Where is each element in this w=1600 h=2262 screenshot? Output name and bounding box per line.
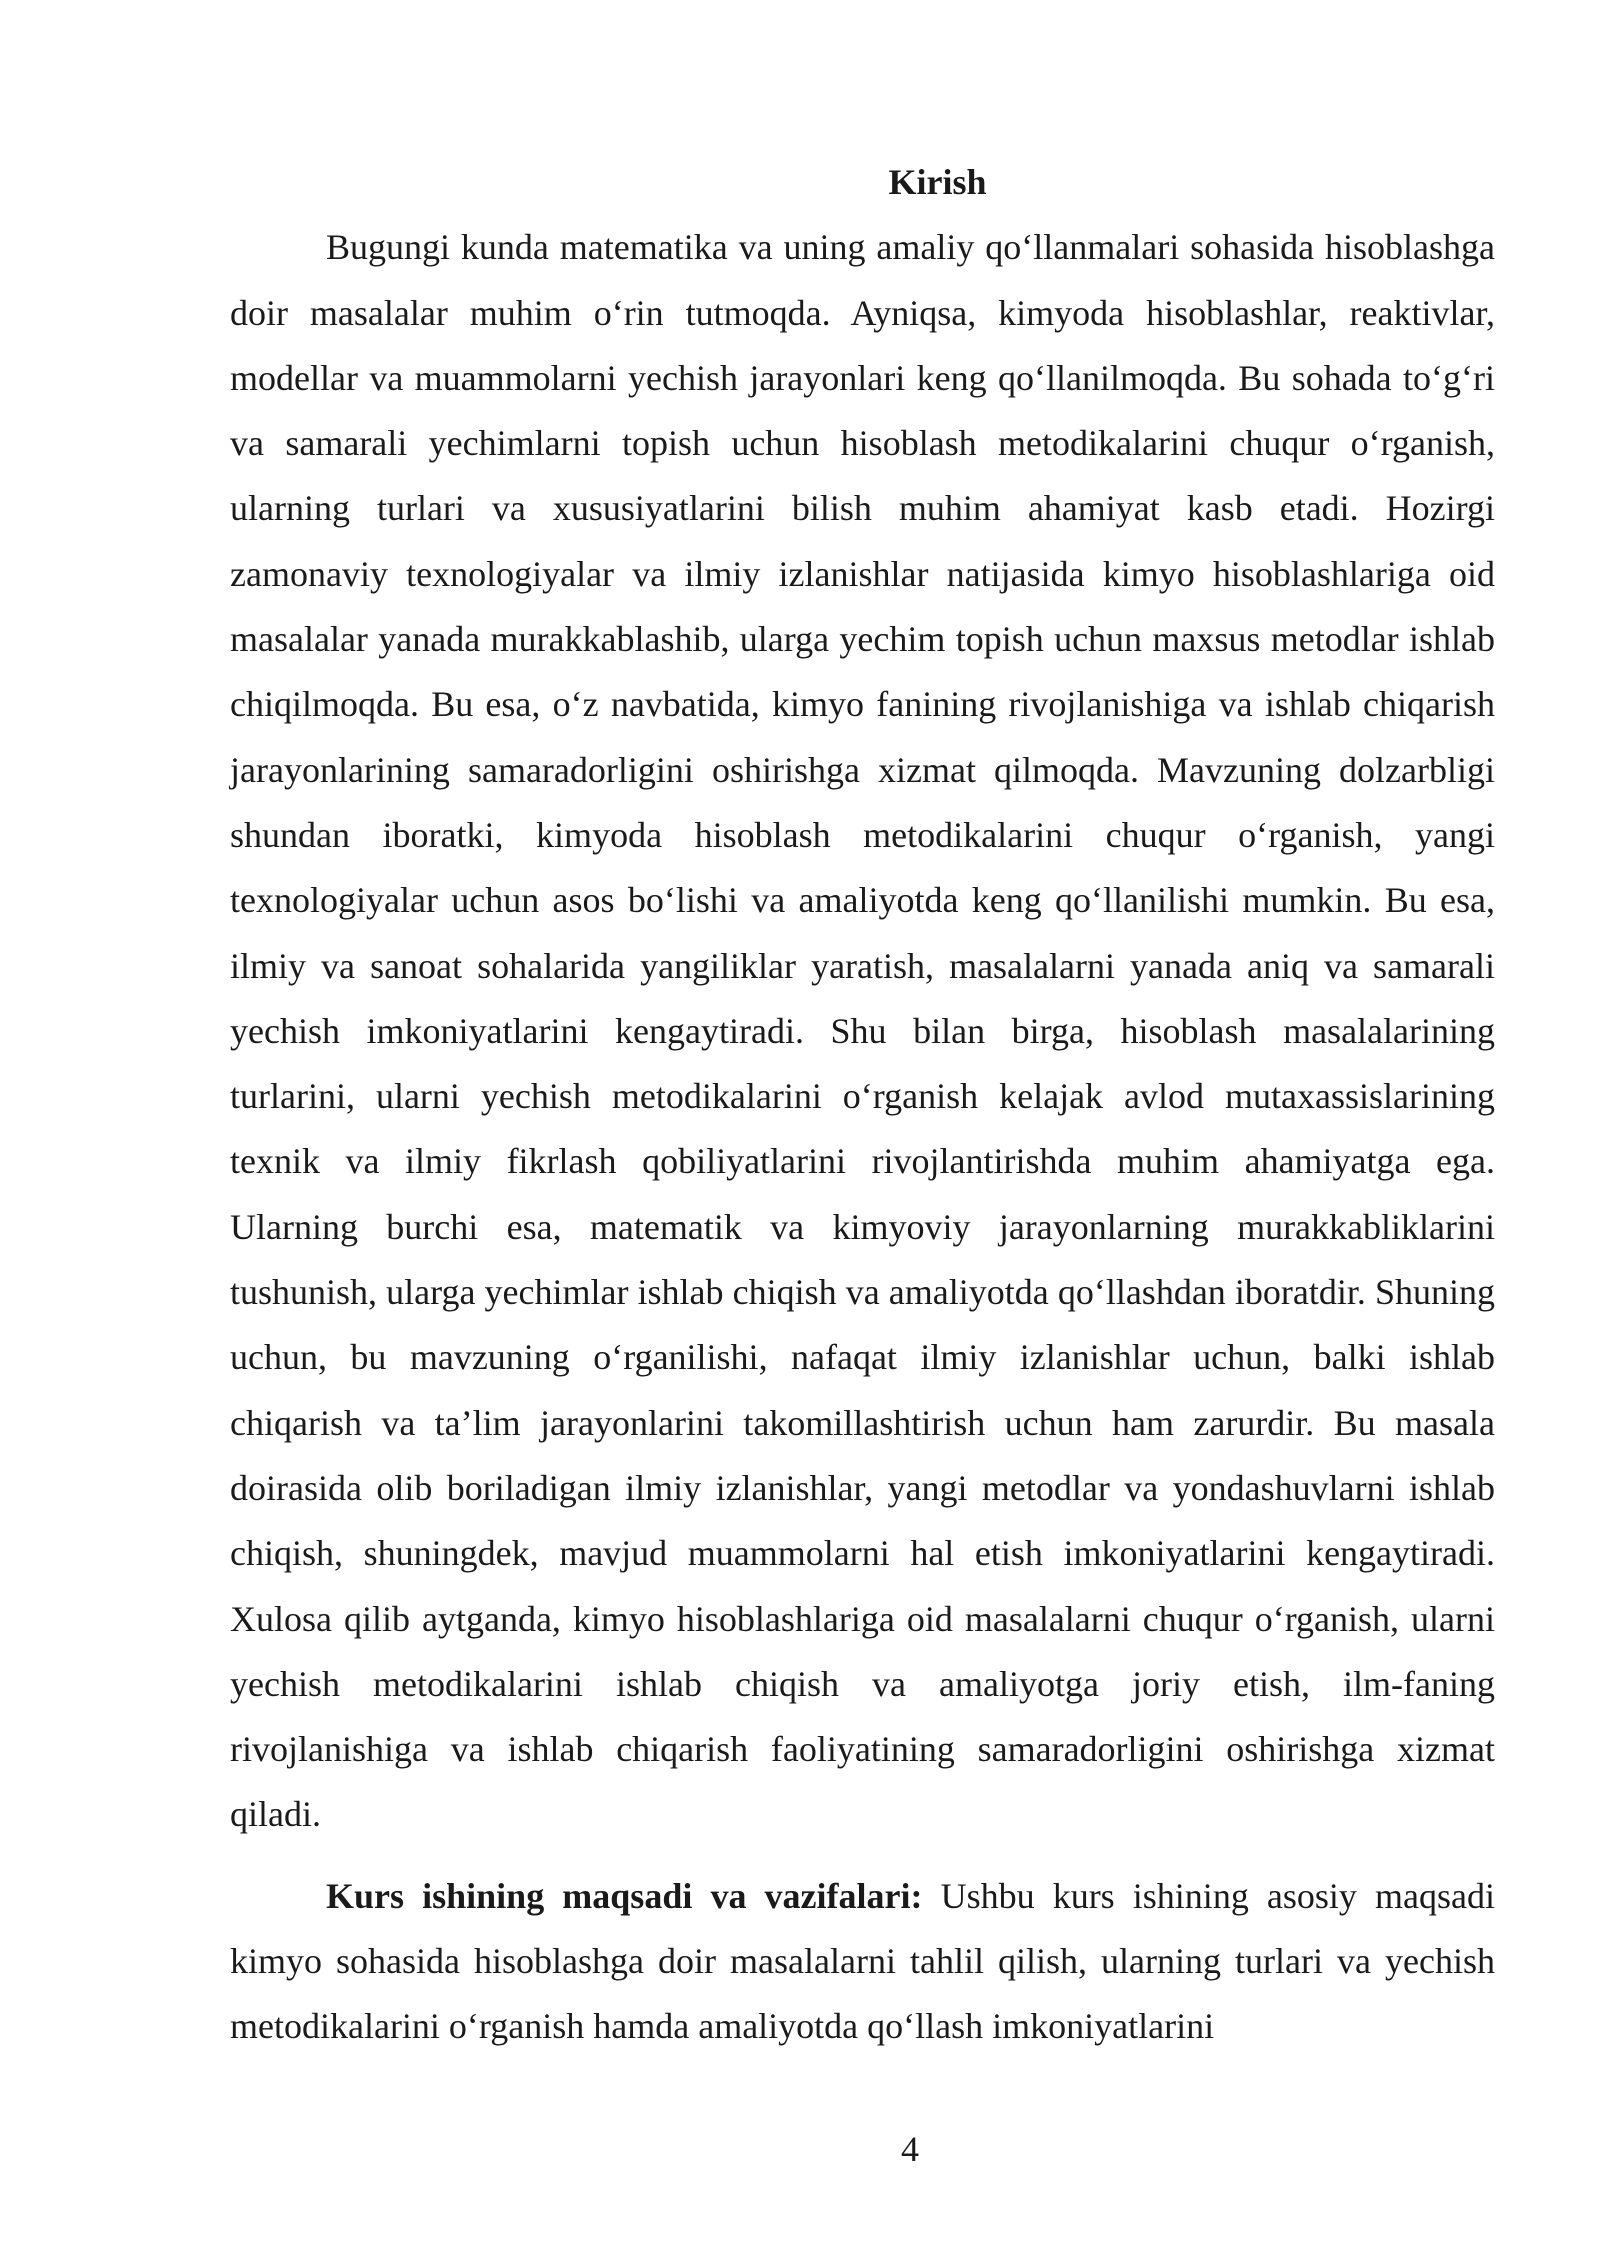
goals-text: Ushbu kurs ishining asosiy maqsadi kimyo sohasida hisoblashga doir masalalarni tahlil qilish, ularning turlari va yechish metodikalarini o‘rganish hamda amaliyotda qo‘llash imkoniyatlarini: [230, 1875, 1495, 2047]
goals-paragraph: [230, 1864, 1495, 2060]
goals-heading: Kurs ishining maqsadi va vazifalari:: [326, 1875, 923, 1916]
document-page: [230, 150, 1495, 2096]
introduction-paragraph: Bugungi kunda matematika va uning amaliy qo‘llanmalari sohasida hisoblashga doir masalalar muhim o‘rin tutmoqda. Ayniqsa, kimyoda hisoblashlar, reaktivlar, modellar va muammolarni yechish jarayonlari keng qo‘llanilmoqda. Bu sohada to‘g‘ri va samarali yechimlarni topish uchun hisoblash metodikalarini chuqur o‘rganish, ularning turlari va xususiyatlarini bilish muhim ahamiyat kasb etadi. Hozirgi zamonaviy texnologiyalar va ilmiy izlanishlar natijasida kimyo hisoblashlariga oid masalalar yanada murakkablashib, ularga yechim topish uchun maxsus metodlar ishlab chiqilmoqda. Bu esa, o‘z navbatida, kimyo fanining rivojlanishiga va ishlab chiqarish jarayonlarining samaradorligini oshirishga xizmat qilmoqda. Mavzuning dolzarbligi shundan iboratki, kimyoda hisoblash metodikalarini chuqur o‘rganish, yangi texnologiyalar uchun asos bo‘lishi va amaliyotda keng qo‘llanilishi mumkin. Bu esa, ilmiy va sanoat sohalarida yangiliklar yaratish, masalalarni yanada aniq va samarali yechish imkoniyatlarini kengaytiradi. Shu bilan birga, hisoblash masalalarining turlarini, ularni yechish metodikalarini o‘rganish kelajak avlod mutaxassislarining texnik va ilmiy fikrlash qobiliyatlarini rivojlantirishda muhim ahamiyatga ega. Ularning burchi esa, matematik va kimyoviy jarayonlarning murakkabliklarini tushunish, ularga yechimlar ishlab chiqish va amaliyotda qo‘llashdan iboratdir. Shuning uchun, bu mavzuning o‘rganilishi, nafaqat ilmiy izlanishlar uchun, balki ishlab chiqarish va ta’lim jarayonlarini takomillashtirish uchun ham zarurdir. Bu masala doirasida olib boriladigan ilmiy izlanishlar, yangi metodlar va yondashuvlarni ishlab chiqish, shuningdek, mavjud muammolarni hal etish imkoniyatlarini kengaytiradi. Xulosa qilib aytganda, kimyo hisoblashlariga oid masalalarni chuqur o‘rganish, ularni yechish metodikalarini ishlab chiqish va amaliyotga joriy etish, ilm-faning rivojlanishiga va ishlab chiqarish faoliyatining samaradorligini oshirishga xizmat qiladi.: [230, 227, 1495, 1835]
page-number: 4: [901, 2129, 919, 2169]
section-title: Kirish: [888, 162, 987, 202]
